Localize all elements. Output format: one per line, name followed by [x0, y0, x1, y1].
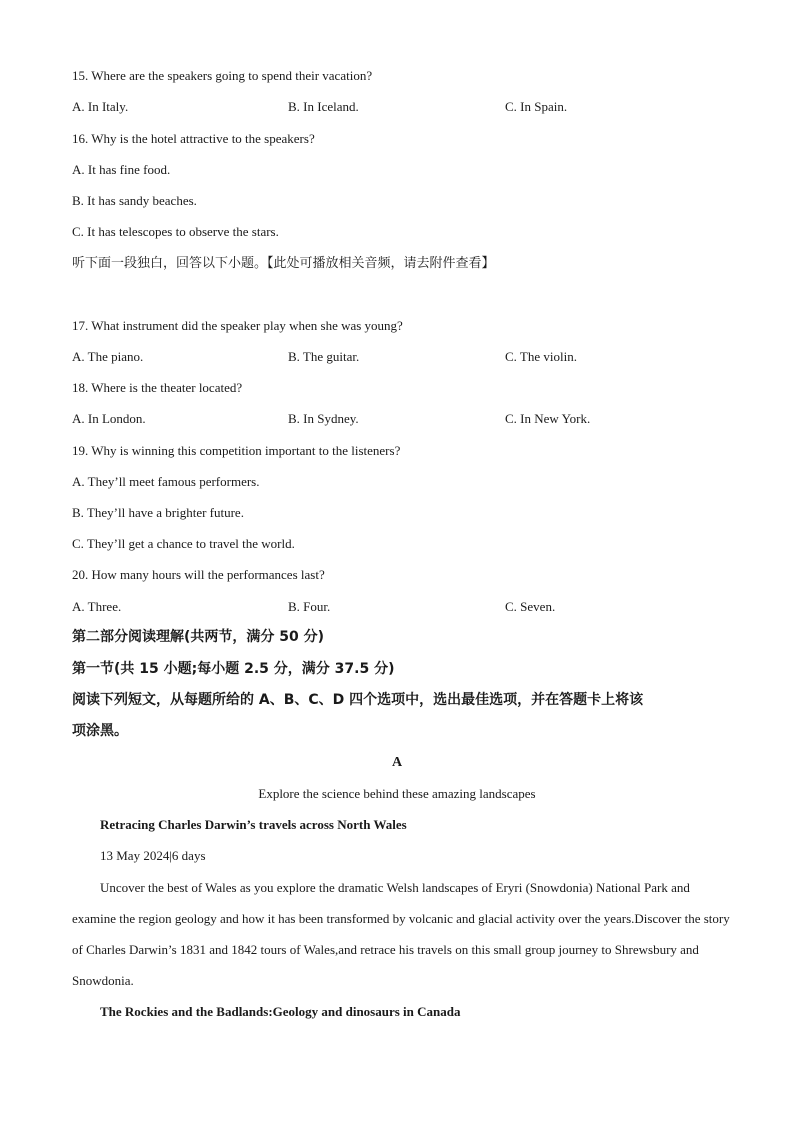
q17-option-c: C. The violin. [505, 349, 577, 364]
q15-option-b: B. In Iceland. [288, 99, 359, 114]
q18-option-b: B. In Sydney. [288, 411, 359, 426]
part2-title: 第二部分阅读理解(共两节，满分 50 分) [72, 629, 325, 645]
tour1-date: 13 May 2024|6 days [100, 848, 206, 863]
reading-instruction-line2: 项涂黑。 [72, 723, 128, 739]
tour2-title: The Rockies and the Badlands:Geology and dinosaurs in Canada [100, 1004, 461, 1019]
question-20: 20. How many hours will the performances last? [72, 567, 325, 582]
q16-option-b: B. It has sandy beaches. [72, 193, 197, 208]
passage-subtitle: Explore the science behind these amazing landscapes [258, 786, 536, 801]
q20-option-a: A. Three. [72, 599, 122, 614]
q19-option-b: B. They’ll have a brighter future. [72, 505, 244, 520]
tour1-title: Retracing Charles Darwin’s travels across North Wales [100, 817, 407, 832]
q16-option-a: A. It has fine food. [72, 162, 171, 177]
section1-title: 第一节(共 15 小题;每小题 2.5 分，满分 37.5 分) [72, 661, 395, 677]
q18-option-a: A. In London. [72, 411, 146, 426]
tour1-body: Uncover the best of Wales as you explore the dramatic Welsh landscapes of Eryri (Snowdonia) National Park and examine the region geology and how it has been transformed by volcanic and glacial activity over the years.Discover the story of Charles Darwin’s 1831 and 1842 tours of Wales,and retrace his travels on this small group journey to Shrewsbury and Snowdonia. [72, 880, 730, 988]
question-19: 19. Why is winning this competition important to the listeners? [72, 443, 401, 458]
q18-option-c: C. In New York. [505, 411, 591, 426]
q15-option-a: A. In Italy. [72, 99, 129, 114]
q20-option-c: C. Seven. [505, 599, 556, 614]
monologue-instruction: 听下面一段独白，回答以下小题。【此处可播放相关音频，请去附件查看】 [72, 256, 495, 271]
reading-instruction-line1: 阅读下列短文，从每题所给的 A、B、C、D 四个选项中，选出最佳选项，并在答题卡上将该 [72, 692, 644, 708]
q19-option-a: A. They’ll meet famous performers. [72, 474, 260, 489]
question-16: 16. Why is the hotel attractive to the speakers? [72, 131, 315, 146]
q19-option-c: C. They’ll get a chance to travel the world. [72, 536, 295, 551]
question-17: 17. What instrument did the speaker play when she was young? [72, 318, 403, 333]
q16-option-c: C. It has telescopes to observe the stars. [72, 224, 279, 239]
q20-option-b: B. Four. [288, 599, 331, 614]
passage-label: A [391, 755, 403, 770]
q15-option-c: C. In Spain. [505, 99, 568, 114]
question-15: 15. Where are the speakers going to spend their vacation? [72, 68, 373, 83]
q17-option-a: A. The piano. [72, 349, 144, 364]
question-18: 18. Where is the theater located? [72, 380, 243, 395]
q17-option-b: B. The guitar. [288, 349, 360, 364]
